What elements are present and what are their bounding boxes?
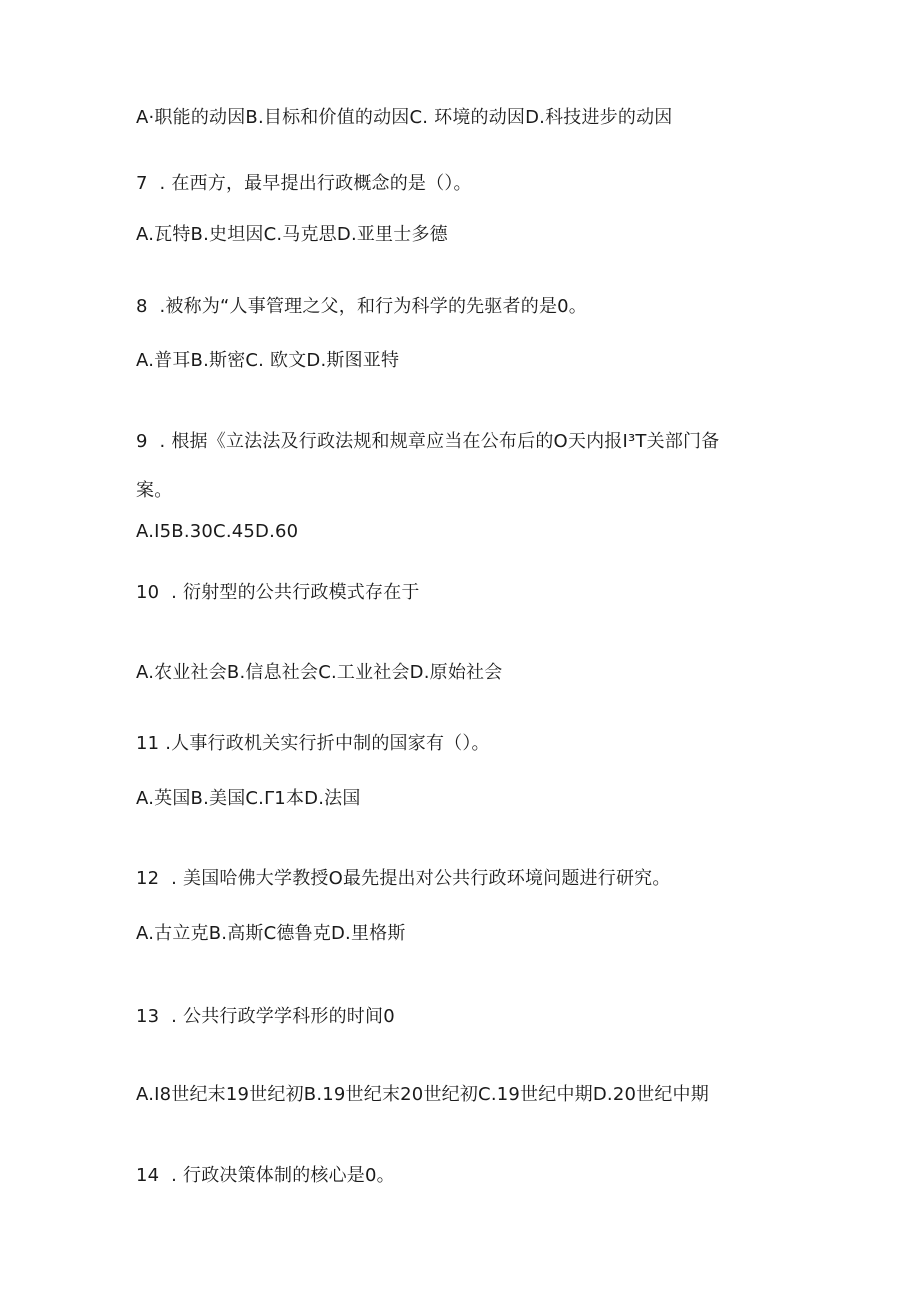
q12-options: A.古立克B.高斯C德鲁克D.里格斯 bbox=[136, 923, 406, 944]
q7-question: 7 . 在西方，最早提出行政概念的是（）。 bbox=[136, 173, 472, 194]
q9-question-continued: 案。 bbox=[136, 480, 173, 501]
q12-question: 12 . 美国哈佛大学教授O最先提出对公共行政环境问题进行研究。 bbox=[136, 868, 671, 889]
q11-question: 11 .人事行政机关实行折中制的国家有（）。 bbox=[136, 733, 490, 754]
q7-options: A.瓦特B.史坦因C.马克思D.亚里士多德 bbox=[136, 224, 448, 245]
q8-options: A.普耳B.斯密C. 欧文D.斯图亚特 bbox=[136, 350, 400, 371]
q6-options: A·职能的动因B.目标和价值的动因C. 环境的动因D.科技进步的动因 bbox=[136, 107, 673, 128]
q10-question: 10 . 衍射型的公共行政模式存在于 bbox=[136, 582, 420, 603]
q11-options: A.英国B.美国C.Γ1本D.法国 bbox=[136, 788, 361, 809]
q9-question: 9 . 根据《立法法及行政法规和规章应当在公布后的O天内报I³T关部门备 bbox=[136, 431, 720, 452]
q9-options: A.I5B.30C.45D.60 bbox=[136, 521, 299, 542]
q10-options: A.农业社会B.信息社会C.工业社会D.原始社会 bbox=[136, 662, 503, 683]
q14-question: 14 . 行政决策体制的核心是0。 bbox=[136, 1165, 395, 1186]
q13-options: A.I8世纪末19世纪初B.19世纪末20世纪初C.19世纪中期D.20世纪中期 bbox=[136, 1084, 709, 1105]
q13-question: 13 . 公共行政学学科形的时间0 bbox=[136, 1006, 395, 1027]
q8-question: 8 .被称为“人事管理之父，和行为科学的先驱者的是0。 bbox=[136, 296, 587, 317]
